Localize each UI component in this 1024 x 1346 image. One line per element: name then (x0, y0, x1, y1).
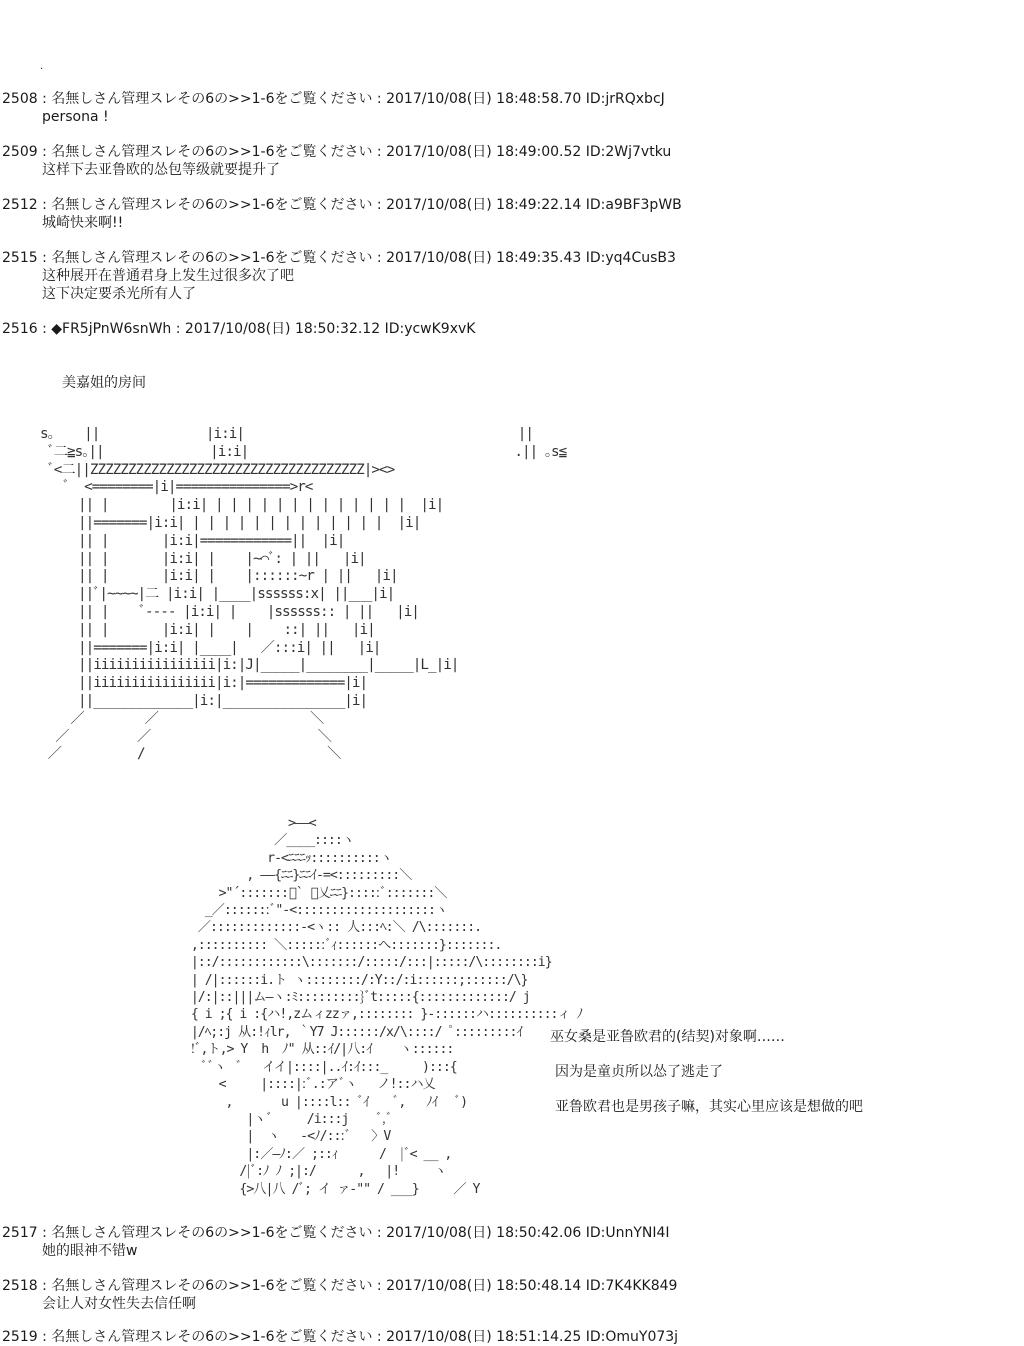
post-body-line: 这下决定要杀光所有人了 (42, 286, 196, 302)
post-header: 2512 : 名無しさん管理スレその6の>>1-6をご覧ください : 2017/10/08(日) 18:49:22.14 ID:a9BF3pWB (2, 197, 682, 213)
post-2518 (2, 1277, 677, 1313)
post-body-line: 城崎快来啊!! (42, 215, 124, 231)
post-2517 (2, 1224, 670, 1260)
post-2508 (2, 90, 665, 126)
post-body-line: 这样下去亚鲁欧的怂包等级就要提升了 (42, 162, 280, 178)
scene-caption: 美嘉姐的房间 (62, 375, 146, 391)
post-header: 2519 : 名無しさん管理スレその6の>>1-6をご覧ください : 2017/10/08(日) 18:51:14.25 ID:OmuY073j (2, 1329, 679, 1345)
post-2512 (2, 196, 682, 232)
post-body-line: persona ! (42, 109, 109, 125)
post-header: 2518 : 名無しさん管理スレその6の>>1-6をご覧ください : 2017/10/08(日) 18:50:48.14 ID:7K4KK849 (2, 1278, 678, 1294)
ascii-art-character: >――< ／____::::ヽ r-<ﾆﾆﾆｯ::::::::::ヽ , ――{ﾆﾆ}ﾆﾆｲ-=<:::::::::＼ >"´:::::::ﾞ` ﾞ乂ﾆﾆ}:::::ﾞ:::::::＼ _／:::::::ﾞ"-<::::::::::::::::::::ヽ ／:::::::::::::-<ヽ:: 人:::ﾍ:＼ /\:::::::. ,:::::::::: ＼::::::ﾞｨ::::::へ:::::::}:::::::. |::/::::::::::::\:::::::/:::::/:::|:::::/\::::::::i} | /|::::::i.ト ヽ::::::::/:Y::/:i::::::;::::::/\} |/:|::|||ム―ヽ:ﾐ:::::::::}ﾞt:::::{:::::::::::::/ j { i ;{ i :{ハ!,zムィzzァ,:::::::: }-::::::ハ::::::::::ィ ﾉ |/ﾍ;:j 从:!ｨlr, ｀Y7 J::::::/x/\::::/ ﾟ:::::::::ｲ !ﾞ,ト,> Y h ﾉ" 从::ｲ/|八:ｲ ヽ:::::: ﾞﾞヽ ﾞ イイ|::::|..ｲ:ｲ:::_ ):::{ < |::::|:ﾞ.:アﾞヽ ノ!::ハ乂 , u |::::l:: ﾞｲ ﾞ, ﾉｲ ﾞ) |ヽﾞ /i:::j ﾞ,ﾞ | ヽ -<ﾉ/:::ﾞ 〉V |:／―ﾉ:／ ;::ｨ / |ﾞ< __ , /|ﾞ:ﾉ ﾉ ;|:/ , |! ヽ {>八|八 /ﾞ; イ ァ-"" / ___} ／ Y (190, 816, 583, 1197)
dialogue-line: 巫女桑是亚鲁欧君的(结契)对象啊…… (550, 1029, 785, 1045)
post-header: 2515 : 名無しさん管理スレその6の>>1-6をご覧ください : 2017/10/08(日) 18:49:35.43 ID:yq4CusB3 (2, 250, 676, 266)
stray-dot: . (40, 61, 44, 72)
post-header: 2509 : 名無しさん管理スレその6の>>1-6をご覧ください : 2017/10/08(日) 18:49:00.52 ID:2Wj7vtku (2, 144, 672, 160)
post-2519 (2, 1328, 678, 1346)
post-2515 (2, 249, 676, 303)
post-header: 2508 : 名無しさん管理スレその6の>>1-6をご覧ください : 2017/10/08(日) 18:48:58.70 ID:jrRQxbcJ (2, 91, 665, 107)
post-header: 2517 : 名無しさん管理スレその6の>>1-6をご覧ください : 2017/10/08(日) 18:50:42.06 ID:UnnYNI4I (2, 1225, 670, 1241)
dialogue-line: 因为是童贞所以怂了逃走了 (555, 1064, 723, 1080)
post-2509 (2, 143, 671, 179)
post-body-line: 会让人对女性失去信任啊 (42, 1296, 196, 1312)
post-header: 2516 : ◆FR5jPnW6snWh : 2017/10/08(日) 18:50:32.12 ID:ycwK9xvK (2, 321, 476, 337)
post-body-line: 她的眼神不错w (42, 1243, 138, 1259)
post-2516 (2, 320, 475, 338)
dialogue-block (550, 1028, 863, 1116)
dialogue-line: 亚鲁欧君也是男孩子嘛，其实心里应该是想做的吧 (555, 1099, 863, 1115)
post-body-line: 这种展开在普通君身上发生过很多次了吧 (42, 268, 294, 284)
ascii-art-room: s｡ || |i:i| || ﾞ二≧s｡|| |i:i| .|| ｡s≦ ﾞ<二||ZZZZZZZZZZZZZZZZZZZZZZZZZZZZZZZZZZZZ|><> ﾞ <========|i|===============>r< || | |i:i| | | | | | | | | | | | | | |i| ||=======|i:i| | | | | | | | | | | | | | |i| || | |i:i|============|| |i| || | |i:i| | |~⌒ﾞ: | || |i| || | |i:i| | |::::::~r | || |i| ||ﾞ|~~~~|二 |i:i| |____|ssssss:x| ||___|i| || | ﾞ---- |i:i| | |ssssss:: | || |i| || | |i:i| | | ::| || |i| ||=======|i:i| |____| ／:::i| || |i| ||iiiiiiiiiiiiiiii|i:|J|_____|________|_____|L_|i| ||iiiiiiiiiiiiiiii|i:|=============|i| ||_____________|i:|________________|i| ／ ／ ＼ ／ ／ ＼ ／ / ＼ (40, 426, 567, 763)
